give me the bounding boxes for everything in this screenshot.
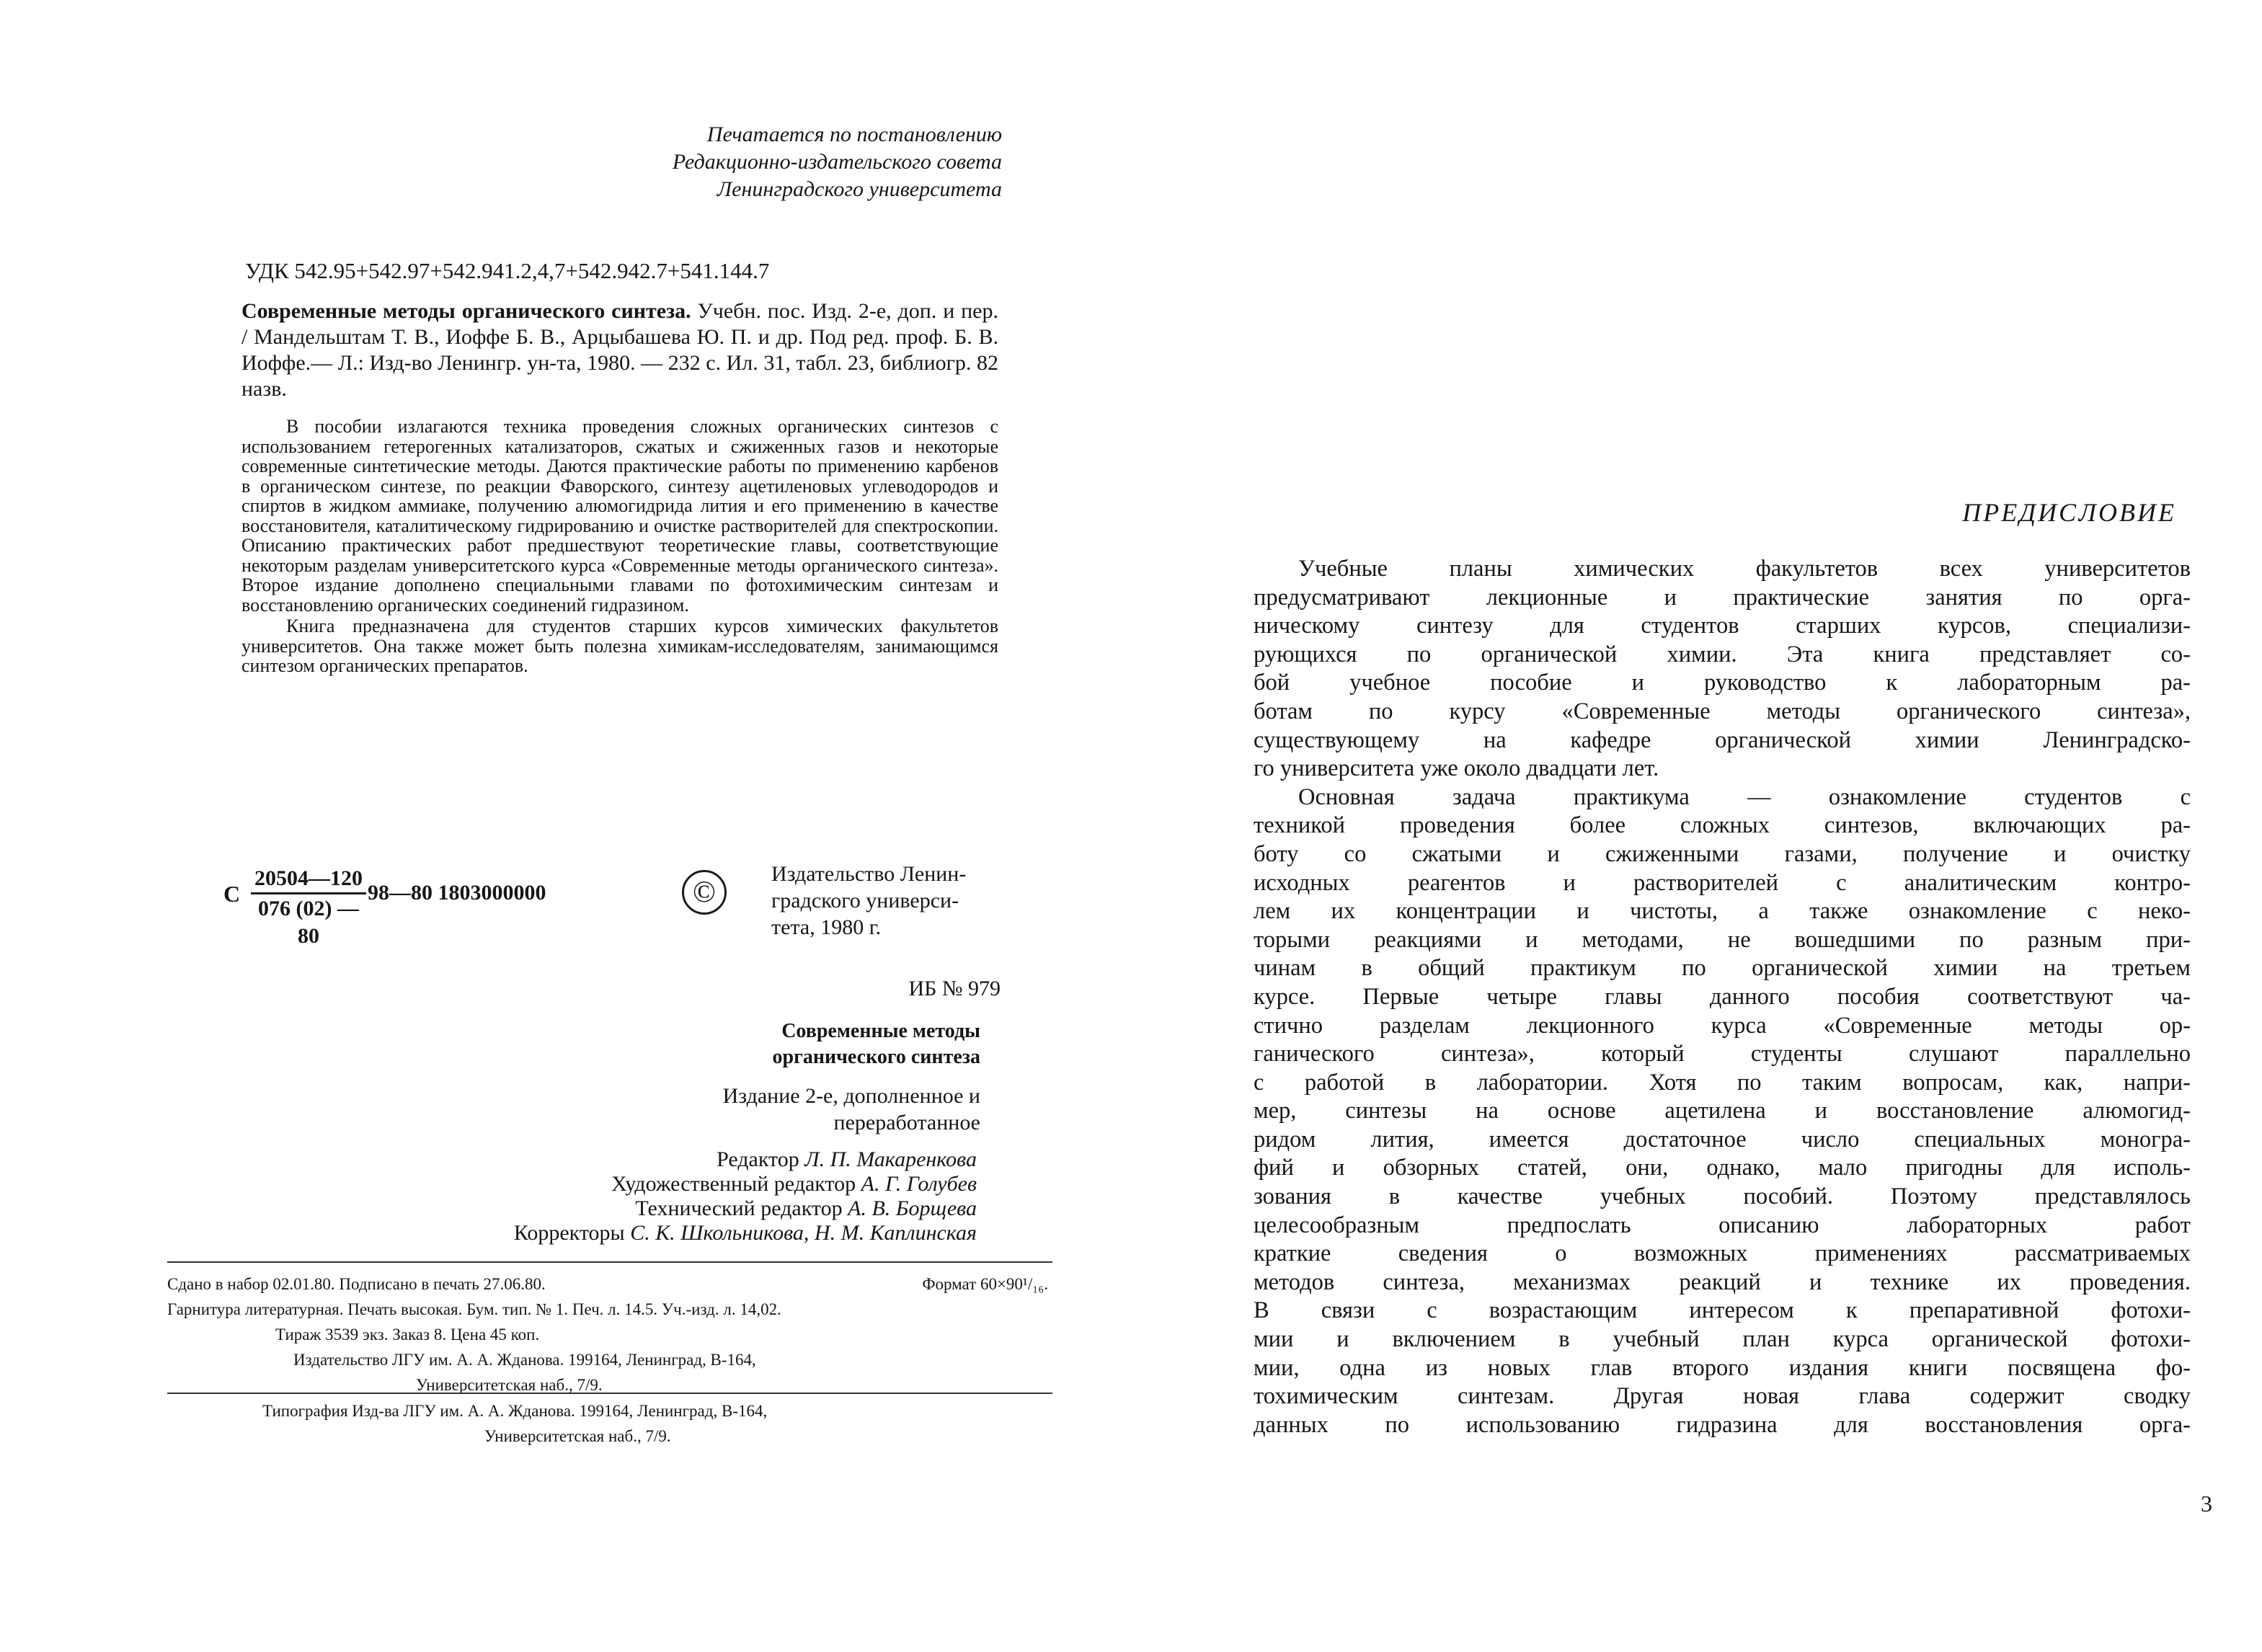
right-page xyxy=(1131,0,2262,1652)
book-title-line: органического синтеза xyxy=(772,1046,980,1068)
text-line: мии, одна из новых глав второго издания книги посвящена фо- xyxy=(1254,1354,2191,1381)
text-line: целесообразным предпослать описанию лабораторных работ xyxy=(1254,1212,2191,1238)
text-line: данных по использованию гидразина для восстановления орга- xyxy=(1254,1411,2191,1438)
printing-details xyxy=(167,1271,1052,1398)
print-dates: Сдано в набор 02.01.80. Подписано в печать 27.06.80. xyxy=(167,1275,546,1293)
divider xyxy=(167,1393,1052,1394)
annotation-paragraph: Книга предназначена для студентов старших курсов химических факультетов университетов. Она также может быть полезна химикам-исследователям, занимающимся синтезом органических препаратов. xyxy=(241,616,998,676)
text-line: бой учебное пособие и руководство к лабораторным ра- xyxy=(1254,670,2191,696)
text-line: ганического синтеза», который студенты слушают параллельно xyxy=(1254,1041,2191,1067)
text-line: боту со сжатыми и сжиженными газами, получение и очистку xyxy=(1254,840,2191,867)
text-line: зования в качестве учебных пособий. Поэтому представлялось xyxy=(1254,1184,2191,1210)
text-line: краткие сведения о возможных применениях рассматриваемых xyxy=(1254,1240,2191,1267)
text-line: техникой проведения более сложных синтезов, включающих ра- xyxy=(1254,812,2191,839)
text-line: го университета уже около двадцати лет. xyxy=(1254,755,1659,782)
text-line: существующему на кафедре органической химии Ленинградско- xyxy=(1254,727,2191,753)
text-line: предусматривают лекционные и практические занятия по орга- xyxy=(1254,584,2191,610)
text-line: чинам в общий практикум по органической химии на третьем xyxy=(1254,955,2191,982)
publisher-copyright xyxy=(771,861,1016,941)
preface-paragraph xyxy=(1254,555,2191,783)
text-line: Учебные планы химических факультетов всех университетов xyxy=(1298,556,2191,582)
text-line: стично разделам лекционного курса «Современные методы ор- xyxy=(1254,1012,2191,1039)
text-line: ботам по курсу «Современные методы органического синтеза», xyxy=(1254,698,2191,724)
bibliographic-citation xyxy=(241,298,998,402)
text-line: рующихся по органической химии. Эта книга представляет со- xyxy=(1254,641,2191,667)
copyright-icon: © xyxy=(682,870,727,915)
header-line: Ленинградского университета xyxy=(717,177,1002,201)
publisher-line: тета, 1980 г. xyxy=(771,915,882,939)
printing-house-line: Университетская наб., 7/9. xyxy=(484,1427,671,1445)
edition-line: переработанное xyxy=(833,1111,980,1134)
credit-role: Редактор xyxy=(717,1147,799,1171)
text-line: лем их концентрации и чистоты, а также ознакомление с неко- xyxy=(1254,898,2191,925)
text-line: с работой в лаборатории. Хотя по таким вопросам, как, напри- xyxy=(1254,1069,2191,1096)
preface-body xyxy=(1254,555,2191,1439)
print-format: Формат 60×90¹/₁₆. xyxy=(922,1275,1048,1293)
text-line: Основная задача практикума — ознакомление студентов с xyxy=(1298,783,2191,810)
credit-editor xyxy=(360,1147,977,1172)
preface-paragraph xyxy=(1254,783,2191,1440)
preface-title: ПРЕДИСЛОВИЕ xyxy=(1962,498,2176,527)
text-line: тохимическим синтезам. Другая новая глава содержит сводку xyxy=(1254,1383,2191,1410)
print-line: Университетская наб., 7/9. xyxy=(416,1376,603,1394)
printing-house xyxy=(167,1398,1052,1449)
publisher-line: градского универси- xyxy=(771,889,959,912)
credit-role: Корректоры xyxy=(513,1221,625,1245)
page-number: 3 xyxy=(2201,1491,2212,1516)
text-line: мии и включением в учебный план курса органической фотохи- xyxy=(1254,1326,2191,1353)
credit-name: А. В. Борщева xyxy=(848,1196,977,1220)
credit-art-editor xyxy=(360,1172,977,1196)
classification-tail: 98—80 1803000000 xyxy=(368,881,546,905)
editorial-credits xyxy=(360,1147,977,1245)
credit-role: Художественный редактор xyxy=(611,1172,856,1196)
publisher-line: Издательство Ленин- xyxy=(771,862,967,886)
annotation-paragraph: В пособии излагаются техника проведения сложных органических синтезов с использованием гетерогенных катализаторов, сжатых и сжиженных газов и некоторые современные синтетические методы. Даются практические работы по применению карбенов в органическом синтезе, по реакции Фаворского, синтезу ацетиленовых углеводородов и спиртов в жидком аммиаке, получению алюмогидрида лития и его применению в качестве восстановителя, каталитическому гидрированию и очистке растворителей для спектроскопии. Описанию практических работ предшествуют теоретические главы, соответствующие некоторым разделам университетского курса «Современные методы органического синтеза». Второе издание дополнено специальными главами по фотохимическим синтезам и восстановлению органических соединений гидразином. xyxy=(241,416,998,616)
header-line: Печатается по постановлению xyxy=(706,123,1002,146)
ib-number: ИБ № 979 xyxy=(908,977,1001,1000)
print-line: Тираж 3539 экз. Заказ 8. Цена 45 коп. xyxy=(275,1325,540,1344)
divider xyxy=(167,1261,1052,1263)
credit-name: А. Г. Голубев xyxy=(861,1172,977,1196)
print-line xyxy=(167,1271,1052,1297)
citation-details: Учебн. пос. Изд. 2-е, доп. и пер. / Мандельштам Т. В., Иоффе Б. В., Арцыбашева Ю. П. и др. Под ред. проф. Б. В. Иоффе.— Л.: Изд-во Ленингр. ун-та, 1980. — 232 с. Ил. 31, табл. 23, библиогр. 82 назв. xyxy=(241,299,998,401)
credit-technical-editor xyxy=(360,1196,977,1221)
classification-denominator: 076 (02) — 80 xyxy=(258,897,359,948)
text-line: ридом лития, имеется достаточное число специальных моногра- xyxy=(1254,1126,2191,1153)
text-line: исходных реагентов и растворителей с аналитическим контро- xyxy=(1254,869,2191,896)
publication-authorization xyxy=(505,121,1002,203)
edition-info xyxy=(577,1083,980,1136)
credit-name: Л. П. Макаренкова xyxy=(804,1147,977,1171)
edition-line: Издание 2-е, дополненное и xyxy=(722,1084,980,1108)
text-line: фий и обзорных статей, они, однако, мало пригодны для исполь- xyxy=(1254,1155,2191,1181)
annotation xyxy=(241,417,998,676)
citation-title: Современные методы органического синтеза. xyxy=(241,299,691,323)
header-line: Редакционно-издательского совета xyxy=(672,150,1002,174)
book-title xyxy=(649,1018,980,1070)
print-line: Издательство ЛГУ им. А. А. Жданова. 199164, Ленинград, В-164, xyxy=(293,1351,756,1369)
printing-house-line: Типография Изд-ва ЛГУ им. А. А. Жданова. 199164, Ленинград, В-164, xyxy=(262,1402,768,1420)
text-line: торыми реакциями и методами, не вошедшими по разным при- xyxy=(1254,926,2191,953)
classification-letter: С xyxy=(223,881,241,907)
text-line: мер, синтезы на основе ацетилена и восстановление алюмогид- xyxy=(1254,1098,2191,1124)
credit-name: С. К. Школьникова, Н. М. Каплинская xyxy=(630,1221,977,1245)
text-line: курсе. Первые четыре главы данного пособия соответствуют ча- xyxy=(1254,983,2191,1010)
classification-code xyxy=(223,865,606,948)
print-line: Гарнитура литературная. Печать высокая. Бум. тип. № 1. Печ. л. 14.5. Уч.-изд. л. 14,02. xyxy=(167,1300,781,1318)
text-line: В связи с возрастающим интересом к препаративной фотохи- xyxy=(1254,1297,2191,1324)
credit-role: Технический редактор xyxy=(635,1196,843,1220)
book-title-line: Современные методы xyxy=(781,1020,980,1042)
text-line: методов синтеза, механизмах реакций и технике их проведения. xyxy=(1254,1269,2191,1295)
text-line: ническому синтезу для студентов старших курсов, специализи- xyxy=(1254,613,2191,639)
credit-proofreaders xyxy=(360,1221,977,1245)
udc-code: УДК 542.95+542.97+542.941.2,4,7+542.942.7+541.144.7 xyxy=(245,258,770,283)
classification-numerator: 20504—120 xyxy=(251,865,366,894)
